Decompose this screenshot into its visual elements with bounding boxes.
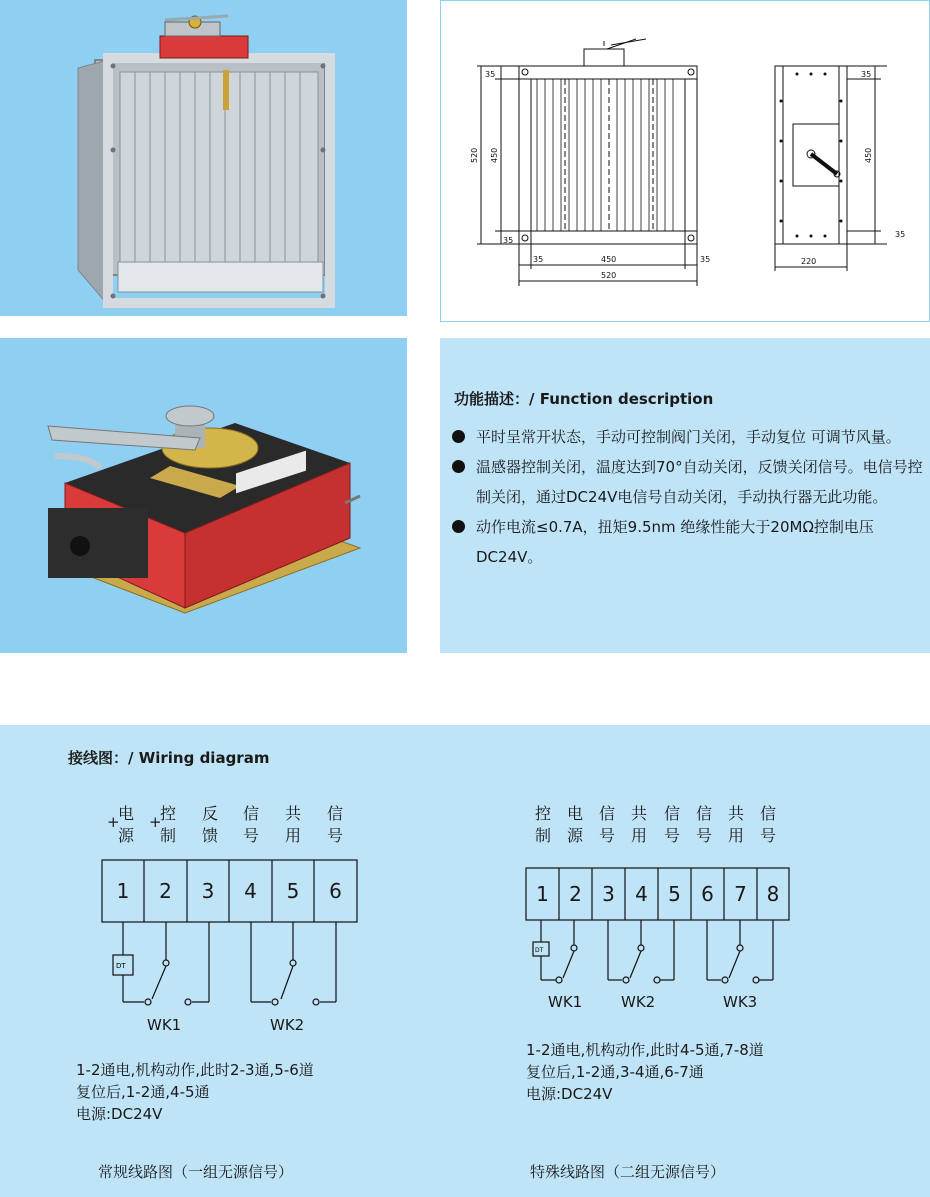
wiring-lines [0,725,930,1197]
left-header-2: 控 制 [159,804,176,845]
left-terminal: 5 [286,879,300,903]
dim-front-width-outer: 520 [601,271,617,280]
fire-damper-photo [0,0,407,316]
dim-front-bottom: 35 [503,236,514,245]
right-terminal: 8 [766,882,780,906]
right-header-5: 信 号 [663,804,680,845]
left-terminal: 3 [201,879,215,903]
plus-sign: + [107,813,120,831]
bullet-icon [452,460,465,473]
right-header-8: 信 号 [759,804,776,845]
left-header-5: 共 用 [284,804,301,845]
left-notes: 1-2通电,机构动作,此时2-3通,5-6道 复位后,1-2通,4-5通 电源:DC24V [76,1061,314,1123]
right-terminal: 6 [701,882,714,906]
dim-side-width: 220 [801,257,817,266]
right-wk1-label: WK1 [548,993,583,1011]
bullet-icon [452,520,465,533]
right-header-1: 控 制 [534,804,551,845]
right-wk3-label: WK3 [723,993,758,1011]
right-header-7: 共 用 [727,804,744,845]
dimension-drawing-panel [440,0,930,322]
right-terminal: 5 [668,882,681,906]
left-terminal: 1 [116,879,130,903]
dim-front-width-left: 35 [533,255,544,264]
left-header-1: 电 源 [117,804,134,845]
right-notes: 1-2通电,机构动作,此时4-5通,7-8道 复位后,1-2通,3-4通,6-7通 电源:DC24V [526,1041,764,1103]
left-dt-label: DT [116,962,126,970]
right-header-4: 共 用 [630,804,647,845]
right-terminal: 3 [602,882,615,906]
bullet-icon [452,430,465,443]
right-header-6: 信 号 [695,804,712,845]
plus-sign: + [149,813,162,831]
dim-front-width-right: 35 [700,255,711,264]
right-dt-label: DT [535,947,544,954]
dim-front-top: 35 [485,70,496,79]
dim-side-top: 35 [861,70,872,79]
function-description-panel [440,338,930,653]
function-item: 平时呈常开状态，手动可控制阀门关闭，手动复位 可调节风量。 [452,422,930,452]
right-terminal: 7 [734,882,747,906]
right-wk2-label: WK2 [621,993,656,1011]
right-header-3: 信 号 [598,804,615,845]
left-header-3: 反 馈 [201,804,218,845]
left-terminal: 2 [159,879,172,903]
right-header-2: 电 源 [566,804,583,845]
left-header-6: 信 号 [326,804,343,845]
dim-front-width-inner: 450 [601,255,617,264]
dimension-drawing [441,1,930,323]
dim-front-height-outer: 520 [470,147,479,163]
right-caption: 特殊线路图（二组无源信号） [530,1163,726,1181]
left-caption: 常规线路图（一组无源信号） [98,1163,294,1181]
left-terminal: 6 [329,879,342,903]
left-header-4: 信 号 [242,804,259,845]
right-terminal: 1 [536,882,549,906]
left-wk1-label: WK1 [147,1016,182,1034]
function-item: 温感器控制关闭，温度达到70°自动关闭，反馈关闭信号。电信号控制关闭，通过DC24V电信号自动关闭，手动执行器无此功能。 [452,452,930,512]
right-terminal: 2 [569,882,582,906]
left-terminal: 4 [244,879,257,903]
function-item: 动作电流≤0.7A，扭矩9.5nm 绝缘性能大于20MΩ控制电压DC24V。 [452,512,930,572]
function-list [452,422,930,572]
actuator-photo [0,338,407,653]
damper-photo-panel [0,0,407,316]
function-title: 功能描述：/ Function description [454,390,714,408]
dim-side-bottom: 35 [895,230,906,239]
left-wk2-label: WK2 [270,1016,305,1034]
actuator-photo-panel [0,338,407,653]
dim-front-height-inner: 450 [490,147,499,163]
wiring-title: 接线图：/ Wiring diagram [68,749,270,767]
wiring-diagram-panel [0,725,930,1197]
right-terminal: 4 [635,882,648,906]
dim-side-height: 450 [864,147,873,163]
